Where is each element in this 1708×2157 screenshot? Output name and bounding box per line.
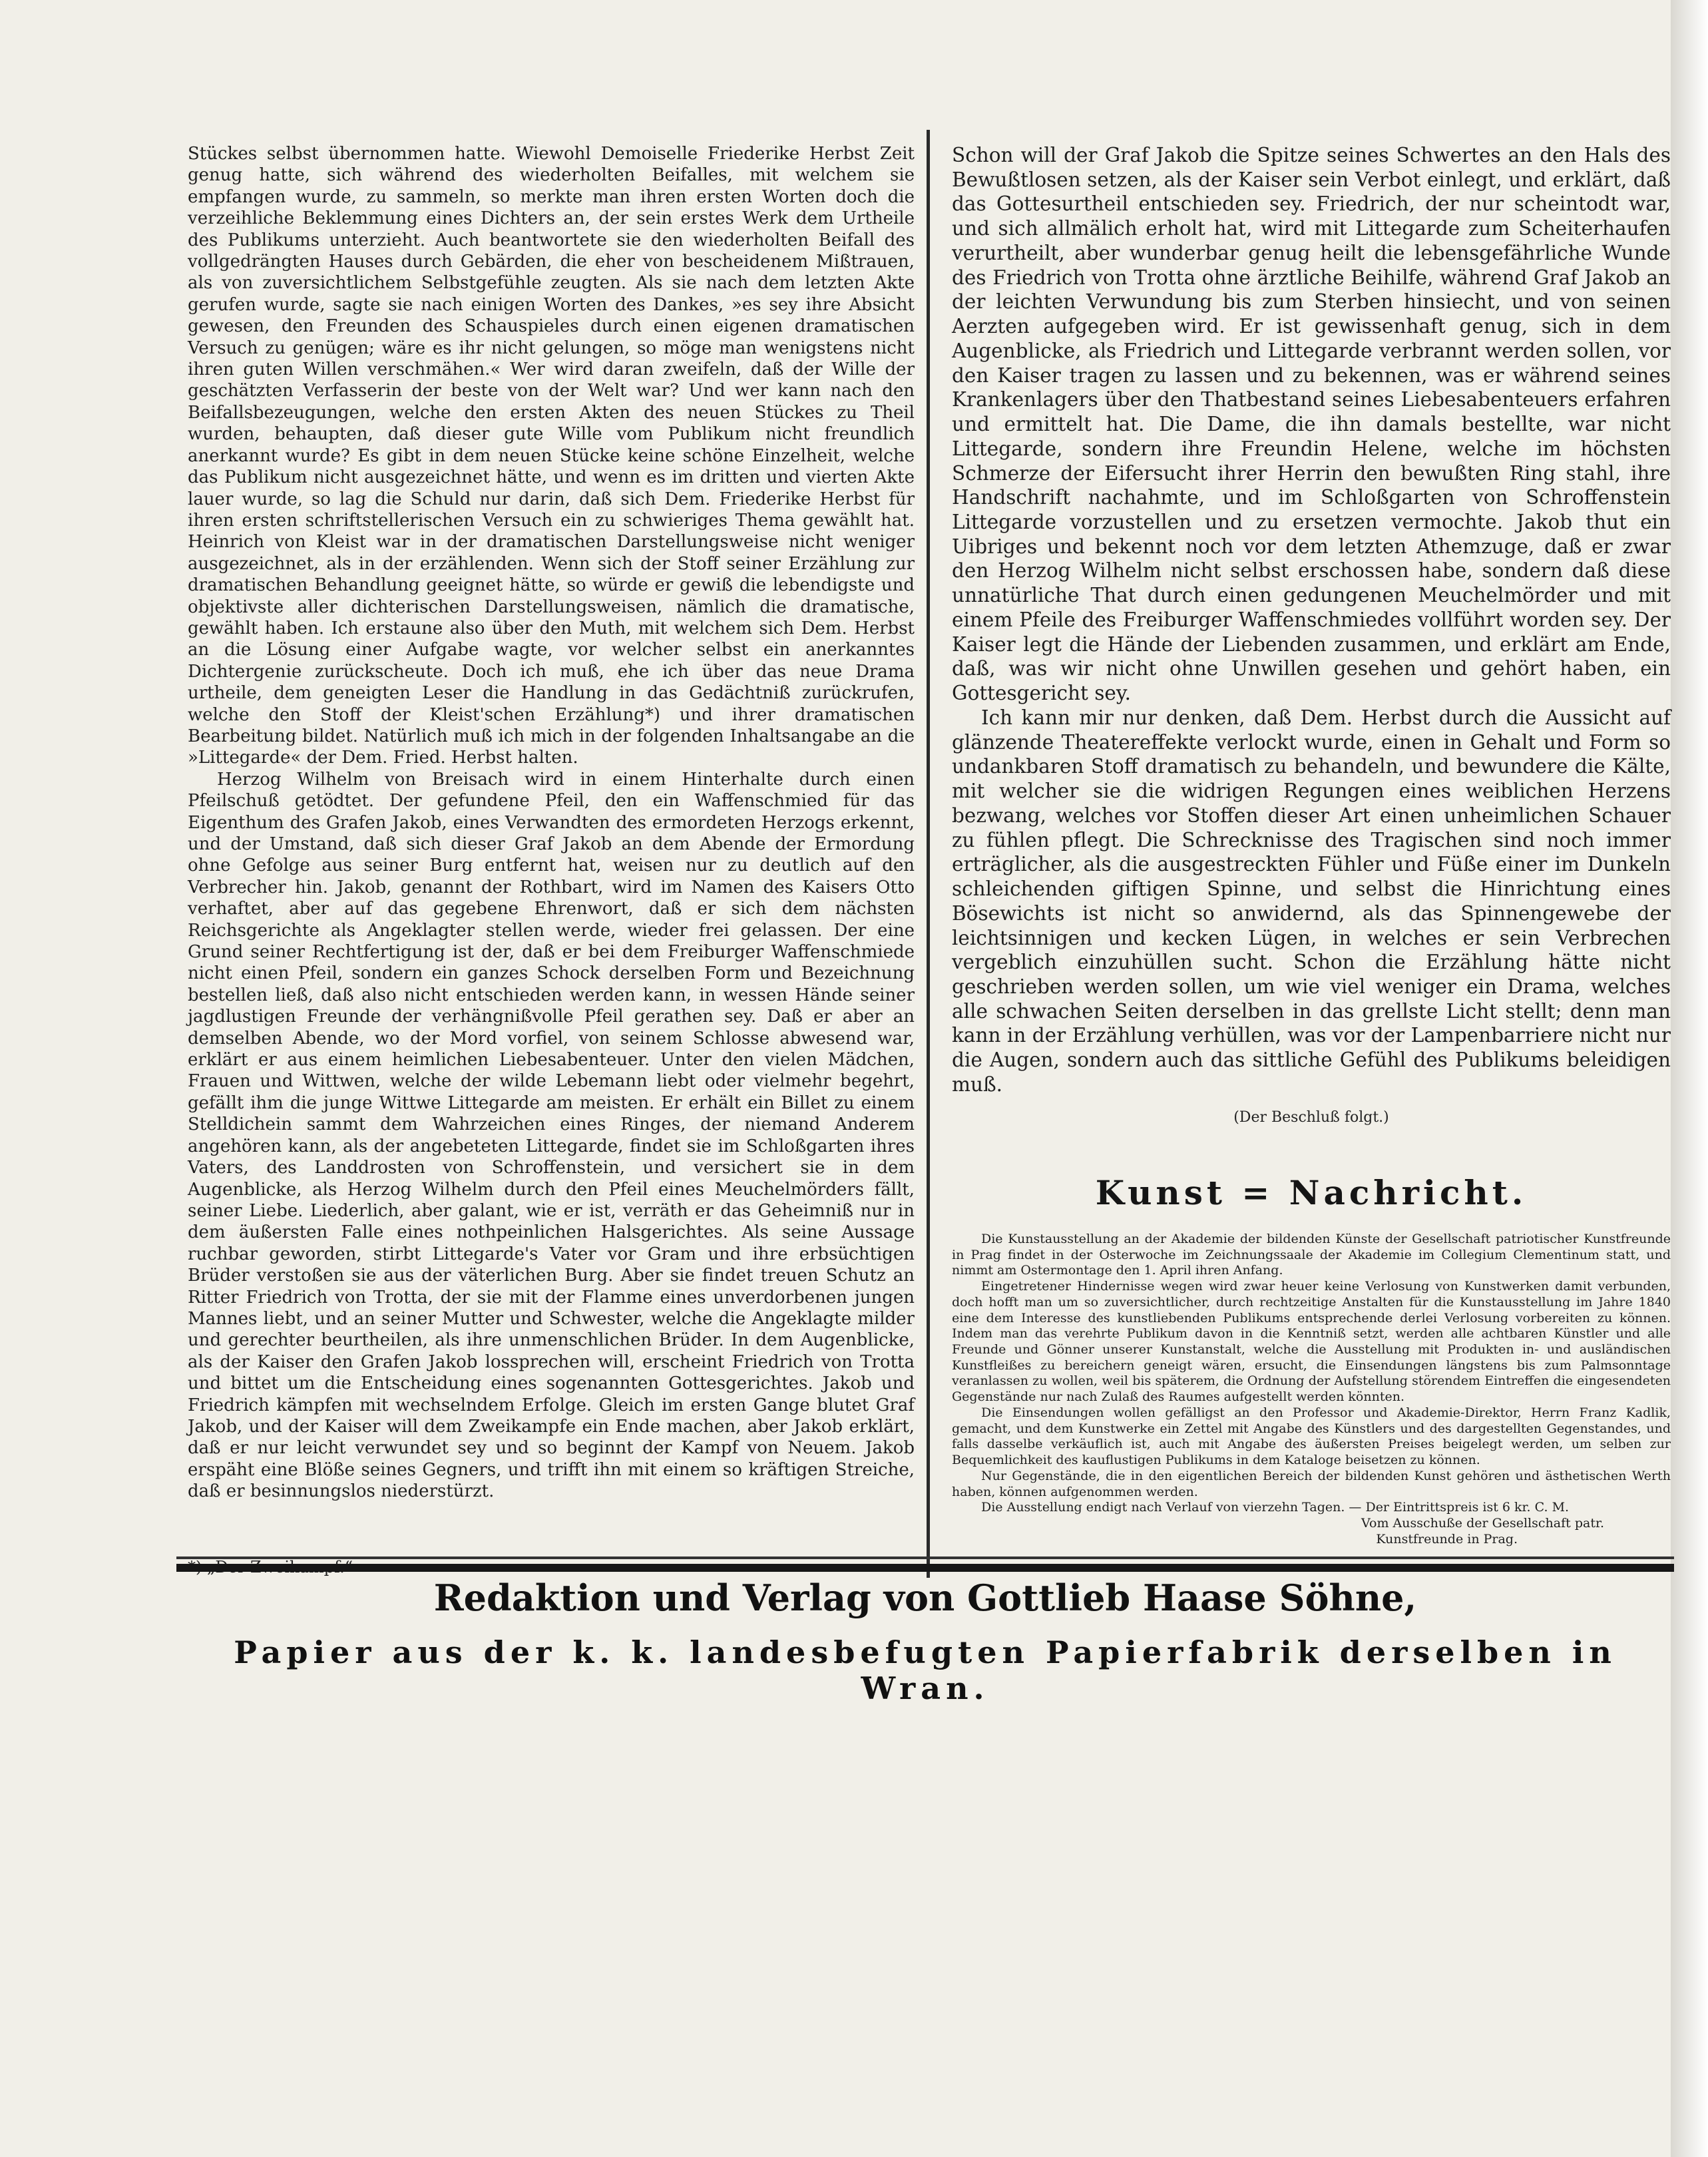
imprint-rule-thin	[176, 1557, 1674, 1559]
section-heading: Kunst = Nachricht.	[1095, 1173, 1528, 1212]
notice-paragraph-3: Die Einsendungen wollen gefälligst an den Professor und Akademie-Direktor, Herrn Franz Kadlik, gemacht, und dem Kunstwerke ein Zettel mit Angabe des Künstlers und des dargestellten Gegenstandes, und falls dasselbe verkäuflich ist, auch mit Angabe des äußersten Preises beigelegt werden, um selben zur Bequemlichkeit des kauflustigen Publikums in dem Kataloge beisetzen zu können.	[952, 1405, 1671, 1468]
column-divider	[927, 130, 930, 1578]
right-paragraph-1: Schon will der Graf Jakob die Spitze seines Schwertes an den Hals des Bewußtlosen setzen, als der Kaiser sein Verbot einlegt, und erklärt, daß das Gottesurtheil entschieden sey. Friedrich, der nur scheintodt war, und sich allmälich erholt hat, wird mit Littegarde zum Scheiterhaufen verurtheilt, aber wunderbar genug heilt die lebensgefährliche Wunde des Friedrich von Trotta ohne ärztliche Beihilfe, während Graf Jakob an der leichten Verwundung bis zum Sterben hinsiecht, und von seinen Aerzten aufgegeben wird. Er ist gewissenhaft genug, sich in dem Augenblicke, als Friedrich und Littegarde verbrannt werden sollen, vor den Kaiser tragen zu lassen und zu bekennen, was er während seines Krankenlagers über den Thatbestand seines Liebesabenteuers erfahren und ermittelt hat. Die Dame, die ihn damals bestellte, war nicht Littegarde, sondern ihre Freundin Helene, welche im höchsten Schmerze der Eifersucht ihrer Herrin den bewußten Ring stahl, ihre Handschrift nachahmte, und im Schloßgarten von Schroffenstein Littegarde vorzustellen und zu ersetzen vermochte. Jakob thut ein Uibriges und bekennt noch vor dem letzten Athemzuge, daß er zwar den Herzog Wilhelm nicht selbst erschossen habe, sondern daß diese unnatürliche That durch einen gedungenen Meuchelmörder und mit einem Pfeile des Freiburger Waffenschmiedes vollführt worden sey. Der Kaiser legt die Hände der Liebenden zusammen, und erklärt am Ende, daß, was wir nicht ohne Unwillen gesehen und gehört haben, ein Gottesgericht sey.	[952, 144, 1671, 705]
right-column	[952, 143, 1671, 1097]
imprint-rule-thick	[176, 1564, 1674, 1572]
notice-paragraph-5: Die Ausstellung endigt nach Verlauf von vierzehn Tagen. — Der Eintrittspreis ist 6 kr. C. M.	[981, 1500, 1570, 1515]
continuation-note: (Der Beschluß folgt.)	[1233, 1109, 1389, 1126]
notice-paragraph-4: Nur Gegenstände, die in den eigentlichen Bereich der bildenden Kunst gehören und ästhetischen Werth haben, können aufgenommen werden.	[952, 1468, 1671, 1499]
notice-signature-2: Kunstfreunde in Prag.	[1376, 1531, 1518, 1547]
imprint-paper: Papier aus der k. k. landesbefugten Papierfabrik derselben in Wran.	[234, 1634, 1617, 1706]
left-column	[188, 143, 915, 1503]
right-paragraph-2: Ich kann mir nur denken, daß Dem. Herbst durch die Aussicht auf glänzende Theatereffekte verlockt wurde, einen in Gehalt und Form so undankbaren Stoff dramatisch zu behandeln, und bewundere die Kälte, mit welcher sie die widrigen Regungen eines weiblichen Herzens bezwang, welches vor Stoffen dieser Art einen unheimlichen Schauer zu fühlen pflegt. Die Schrecknisse des Tragischen sind noch immer erträglicher, als die ausgestreckten Fühler und Füße einer im Dunkeln schleichenden giftigen Spinne, und selbst die Hinrichtung eines Bösewichts ist nicht so anwidernd, als das Spinnengewebe der leichtsinnigen und kecken Lügen, in welches er sein Verbrechen vergeblich einzuhüllen sucht. Schon die Erzählung hätte nicht geschrieben werden sollen, um wie viel weniger ein Drama, welches alle schwachen Seiten derselben in das grellste Licht stellt; denn man kann in der Erzählung verhüllen, was vor der Lampenbarriere nicht nur die Augen, sondern auch das sittliche Gefühl des Publikums beleidigen muß.	[952, 706, 1671, 1096]
notice-paragraph-1: Die Kunstausstellung an der Akademie der bildenden Künste der Gesellschaft patriotischer Kunstfreunde in Prag findet in der Osterwoche im Zeichnungssaale der Akademie im Collegium Clementinum statt, und nimmt am Ostermontage den 1. April ihren Anfang.	[952, 1232, 1671, 1278]
left-paragraph-1: Stückes selbst übernommen hatte. Wiewohl Demoiselle Friederike Herbst Zeit genug hatte, sich während des wiederholten Beifalles, mit welchem sie empfangen wurde, zu sammeln, so merkte man ihren ersten Worten doch die verzeihliche Beklemmung eines Dichters an, der sein erstes Werk dem Urtheile des Publikums unterzieht. Auch beantwortete sie den wiederholten Beifall des vollgedrängten Hauses durch Gebärden, die eher von bescheidenem Mißtrauen, als von zuversichtlichem Selbstgefühle zeugten. Als sie nach dem letzten Akte gerufen wurde, sagte sie nach einigen Worten des Dankes, »es sey ihre Absicht gewesen, den Freunden des Schauspieles durch einen eigenen dramatischen Versuch zu genügen; wäre es ihr nicht gelungen, so möge man wenigstens nicht ihren guten Willen verschmähen.« Wer wird daran zweifeln, daß der Wille der geschätzten Verfasserin der beste von der Welt war? Und wer kann nach den Beifallsbezeugungen, welche den ersten Akten des neuen Stückes zu Theil wurden, behaupten, daß dieser gute Wille vom Publikum nicht freundlich anerkannt wurde? Es gibt in dem neuen Stücke keine schöne Einzelheit, welche das Publikum nicht ausgezeichnet hätte, und wenn es im dritten und vierten Akte lauer wurde, so lag die Schuld nur darin, daß sich Dem. Friederike Herbst für ihren ersten schriftstellerischen Versuch ein zu schwieriges Thema gewählt hat. Heinrich von Kleist war in der dramatischen Darstellungsweise nicht weniger ausgezeichnet, als in der erzählenden. Wenn sich der Stoff seiner Erzählung zur dramatischen Behandlung geeignet hätte, so würde er gewiß die lebendigste und objektivste aller dichterischen Darstellungsweisen, nämlich die dramatische, gewählt haben. Ich erstaune also über den Muth, mit welchem sich Dem. Herbst an die Lösung einer Aufgabe wagte, vor welcher selbst ein anerkanntes Dichtergenie zurückscheute. Doch ich muß, ehe ich über das neue Drama urtheile, dem geneigten Leser die Handlung in das Gedächtniß zurückrufen, welche den Stoff der Kleist'schen Erzählung*) und ihrer dramatischen Bearbeitung bildet. Natürlich muß ich mich in der folgenden Inhaltsangabe an die »Littegarde« der Dem. Fried. Herbst halten.	[188, 144, 915, 768]
left-paragraph-2: Herzog Wilhelm von Breisach wird in einem Hinterhalte durch einen Pfeilschuß getödtet. Der gefundene Pfeil, den ein Waffenschmied für das Eigenthum des Grafen Jakob, eines Verwandten des ermordeten Herzogs erkennt, und der Umstand, daß sich dieser Graf Jakob an dem Abende der Ermordung ohne Gefolge aus seiner Burg entfernt hat, weisen nur zu deutlich auf den Verbrecher hin. Jakob, genannt der Rothbart, wird im Namen des Kaisers Otto verhaftet, aber auf das gegebene Ehrenwort, daß er sich dem nächsten Reichsgerichte als Angeklagter stellen werde, wieder frei gelassen. Der eine Grund seiner Rechtfertigung ist der, daß er bei dem Freiburger Waffenschmiede nicht einen Pfeil, sondern ein ganzes Schock derselben Form und Bezeichnung bestellen ließ, daß also nicht entschieden werden kann, in wessen Hände seiner jagdlustigen Freunde der verhängnißvolle Pfeil gerathen sey. Daß er aber an demselben Abende, wo der Mord vorfiel, von seinem Schlosse abwesend war, erklärt er aus einem heimlichen Liebesabenteuer. Unter den vielen Mädchen, Frauen und Wittwen, welche der wilde Lebemann liebt oder vielmehr begehrt, gefällt ihm die junge Wittwe Littegarde am meisten. Er erhält ein Billet zu einem Stelldichein sammt dem Wahrzeichen eines Ringes, der niemand Anderem angehören kann, als der angebeteten Littegarde, findet sie im Schloßgarten ihres Vaters, des Landdrosten von Schroffenstein, und versichert sie in dem Augenblicke, als Herzog Wilhelm durch den Pfeil eines Meuchelmörders fällt, seiner Liebe. Liederlich, aber galant, wie er ist, verräth er das Geheimniß nur in dem äußersten Falle eines nothpeinlichen Halsgerichtes. Als seine Aussage ruchbar geworden, stirbt Littegarde's Vater vor Gram und ihre erbsüchtigen Brüder verstoßen sie aus der väterlichen Burg. Aber sie findet treuen Schutz an Ritter Friedrich von Trotta, der sie mit der Flamme eines unverdorbenen jungen Mannes liebt, und an seiner Mutter und Schwester, welche die Angeklagte milder und gerechter beurtheilen, als ihre unmenschlichen Brüder. In dem Augenblicke, als der Kaiser den Grafen Jakob lossprechen will, erscheint Friedrich von Trotta und bittet um die Entscheidung eines sogenannten Gottesgerichtes. Jakob und Friedrich kämpfen mit wechselndem Erfolge. Gleich im ersten Gange blutet Graf Jakob, und der Kaiser will dem Zweikampfe ein Ende machen, aber Jakob erklärt, daß er nur leicht verwundet sey und so beginnt der Kampf von Neuem. Jakob erspäht eine Blöße seines Gegners, und trifft ihn mit einem so kräftigen Streiche, daß er besinnungslos niederstürzt.	[188, 769, 915, 1502]
notice-signature-1: Vom Ausschuße der Gesellschaft patr.	[1361, 1515, 1604, 1531]
art-notice	[952, 1232, 1671, 1547]
notice-paragraph-2: Eingetretener Hindernisse wegen wird zwar heuer keine Verlosung von Kunstwerken damit verbunden, doch hofft man um so zuversichtlicher, durch rechtzeitige Anstalten für die Kunstausstellung im Jahre 1840 eine dem Interesse des kunstliebenden Publikums entsprechende derlei Verlosung vorbereiten zu können. Indem man das verehrte Publikum davon in die Kenntniß setzt, werden alle achtbaren Künstler und alle Freunde und Gönner unserer Kunstanstalt, welche die Ausstellung mit Produkten in- und ausländischen Kunstfleißes zu bereichern geneigt wären, ersucht, die Einsendungen längstens bis zum Palmsonntage veranlassen zu wollen, weil bis späterem, die Ordnung der Aufstellung störendem Eintreffen die eingesendeten Gegenstände nur nach Zulaß des Raumes aufgestellt werden könnten.	[952, 1279, 1671, 1405]
page-edge	[1671, 0, 1708, 2157]
imprint-publisher: Redaktion und Verlag von Gottlieb Haase Söhne,	[433, 1576, 1417, 1619]
